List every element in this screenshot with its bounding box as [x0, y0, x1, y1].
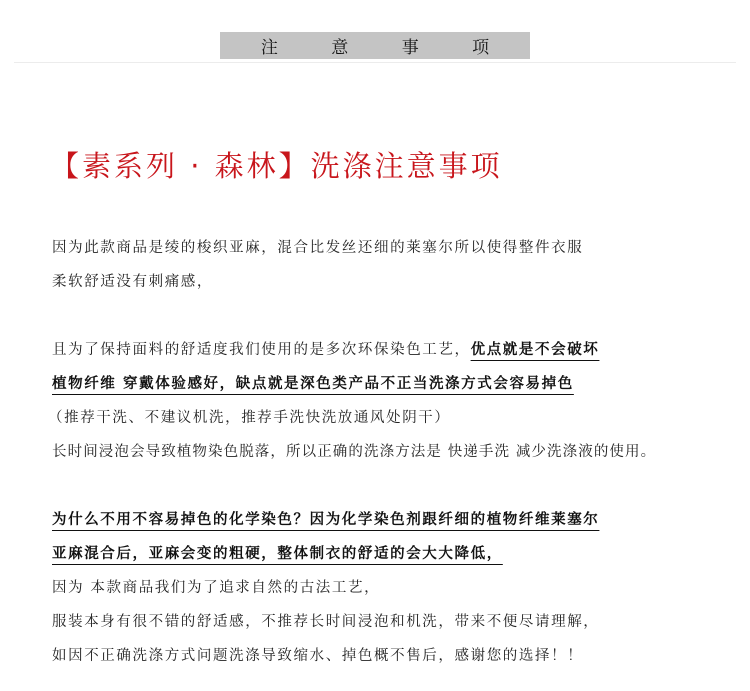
- header-divider: [14, 62, 736, 63]
- para2-line2-highlight: 植物纤维 穿戴体验感好，缺点就是深色类产品不正当洗涤方式会容易掉色: [52, 376, 574, 392]
- para2-line1: [52, 338, 599, 359]
- para1-line1: 因为此款商品是绫的梭织亚麻，混合比发丝还细的莱塞尔所以使得整件衣服: [52, 240, 584, 256]
- para3-line2: [52, 542, 503, 563]
- section-header-banner: [220, 32, 530, 59]
- para3-line5: 如因不正确洗涤方式问题洗涤导致缩水、掉色概不售后，感谢您的选择！！: [52, 648, 584, 664]
- para1-line2: 柔软舒适没有刺痛感，: [52, 274, 213, 290]
- section-header-label: 注 意 事 项: [260, 38, 514, 58]
- para2-line3: （推荐干洗、不建议机洗，推荐手洗快洗放通风处阴干）: [48, 410, 451, 426]
- para2-line1-highlight: 优点就是不会破坏: [470, 342, 600, 358]
- para3-line1: [52, 508, 599, 529]
- para2-line2: [52, 372, 574, 393]
- para3-line1-highlight: 为什么不用不容易掉色的化学染色？因为化学染色剂跟纤细的植物纤维莱塞尔: [52, 512, 600, 528]
- para2-line4: 长时间浸泡会导致植物染色脱落，所以正确的洗涤方法是 快递手洗 减少洗涤液的使用。: [52, 444, 657, 460]
- para3-line3: 因为 本款商品我们为了追求自然的古法工艺，: [52, 580, 381, 596]
- para3-line4: 服装本身有很不错的舒适感，不推荐长时间浸泡和机洗，带来不便尽请理解，: [52, 614, 600, 630]
- para2-line1-plain: 且为了保持面料的舒适度我们使用的是多次环保染色工艺，: [52, 342, 471, 358]
- para3-line2-highlight: 亚麻混合后，亚麻会变的粗硬，整体制衣的舒适的会大大降低，: [52, 546, 503, 562]
- page-title: 【素系列 · 森林】洗涤注意事项: [50, 149, 503, 183]
